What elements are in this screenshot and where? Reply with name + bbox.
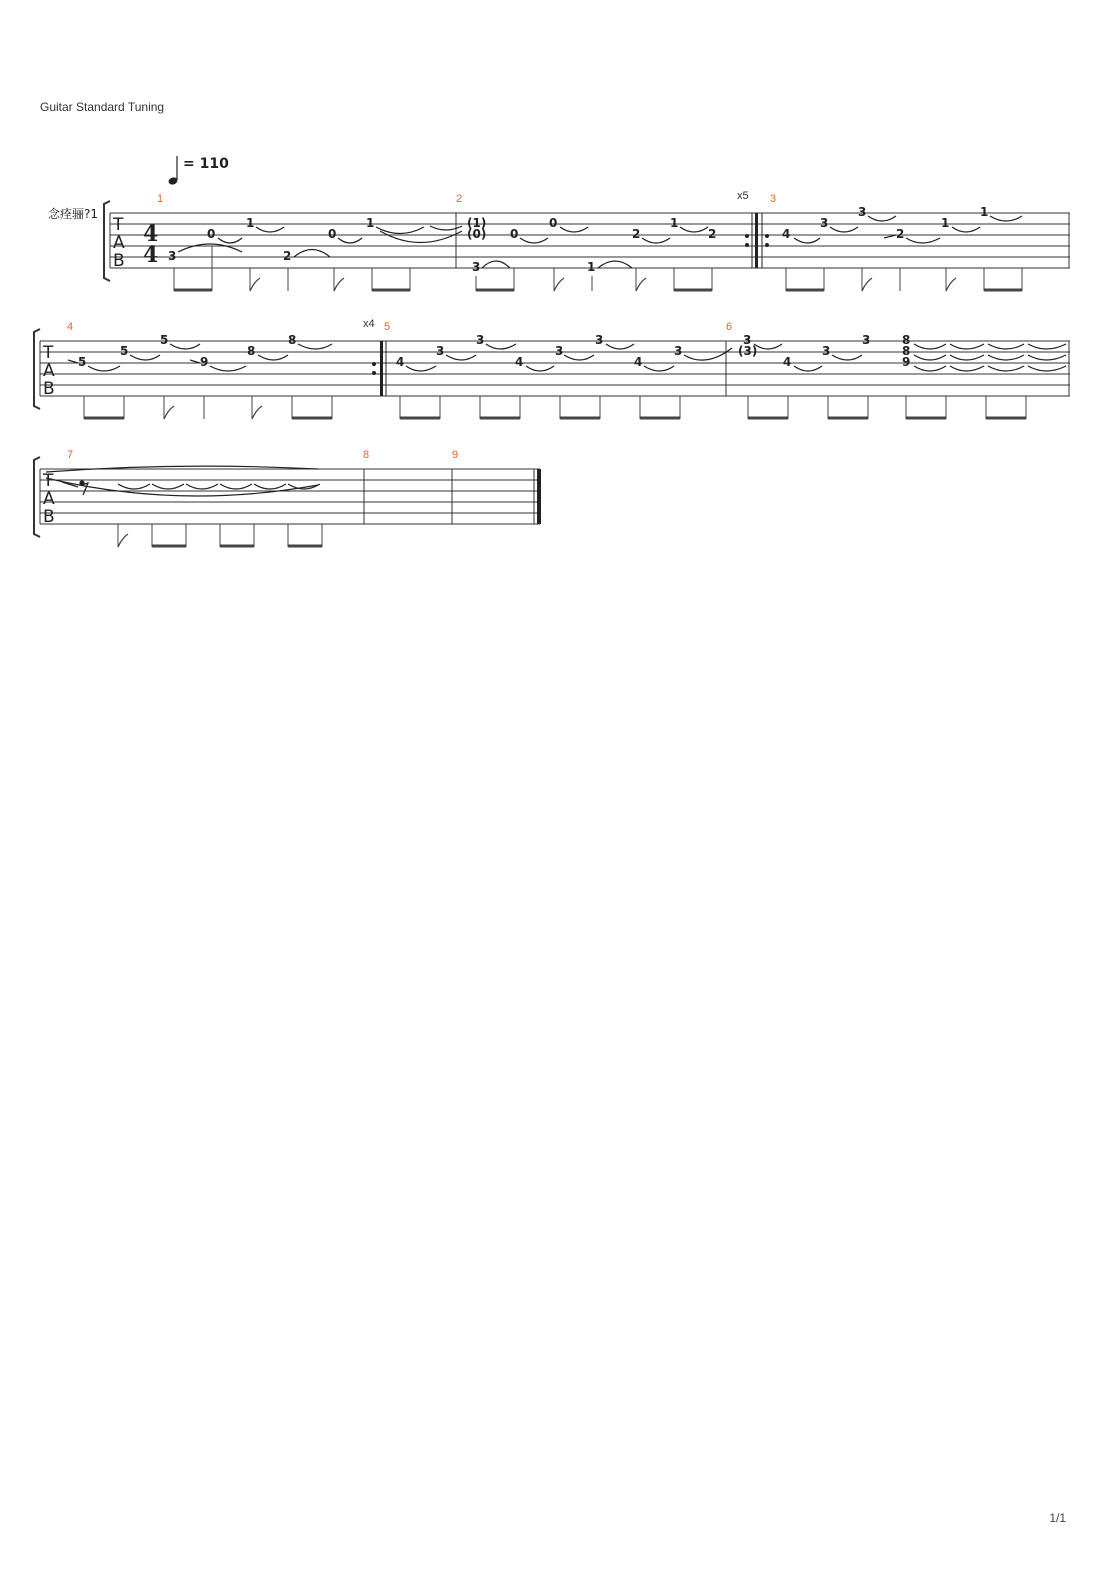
fret-number: 3 bbox=[674, 344, 683, 358]
bar-number: 8 bbox=[363, 449, 370, 461]
fret-number: 3 bbox=[595, 333, 604, 347]
track-name: 念痊骊?1 bbox=[48, 207, 99, 221]
fret-number: 2 bbox=[632, 227, 641, 241]
bar-number: 6 bbox=[726, 321, 733, 333]
fret-number: 3 bbox=[472, 260, 481, 274]
bar-number: 5 bbox=[384, 321, 391, 333]
bar-number: 2 bbox=[456, 193, 463, 205]
fret-number: 1 bbox=[941, 216, 950, 230]
repeat-count: x5 bbox=[737, 190, 749, 202]
fret-number: 3 bbox=[476, 333, 485, 347]
bar-number: 7 bbox=[67, 449, 74, 461]
fret-number: 9 bbox=[200, 355, 209, 369]
fret-number: 2 bbox=[896, 227, 905, 241]
repeat-end bbox=[373, 341, 387, 396]
tuning-label: Guitar Standard Tuning bbox=[40, 100, 165, 114]
repeat-end-start bbox=[746, 213, 769, 268]
tab-letter: B bbox=[43, 379, 55, 399]
bar-number: 9 bbox=[452, 449, 459, 461]
fret-number: (3) bbox=[738, 344, 758, 358]
tempo-marking: = 110 bbox=[183, 156, 229, 172]
tab-letter: A bbox=[43, 361, 55, 381]
system-bracket bbox=[34, 457, 40, 537]
bar-number: 3 bbox=[770, 193, 777, 205]
measure-5 bbox=[396, 333, 682, 369]
time-signature-bottom: 4 bbox=[143, 242, 159, 268]
page-number: 1/1 bbox=[1049, 1511, 1066, 1525]
fret-number: 3 bbox=[820, 216, 829, 230]
beams bbox=[84, 290, 1026, 546]
tab-letter: B bbox=[43, 507, 55, 527]
fret-number: 3 bbox=[743, 333, 752, 347]
fret-number: 3 bbox=[822, 344, 831, 358]
fret-number: 8 bbox=[288, 333, 297, 347]
bar-number: 4 bbox=[67, 321, 74, 333]
fret-number: 3 bbox=[858, 205, 867, 219]
fret-number: 3 bbox=[168, 249, 177, 263]
tab-letter: B bbox=[113, 251, 125, 271]
fret-number: 4 bbox=[783, 355, 792, 369]
fret-number: 1 bbox=[587, 260, 596, 274]
fret-number: (1) bbox=[467, 216, 487, 230]
bar-numbers bbox=[67, 193, 776, 461]
fret-number: 5 bbox=[78, 355, 87, 369]
fret-number: 4 bbox=[634, 355, 643, 369]
staff-system-3 bbox=[40, 469, 540, 524]
fret-number: 8 bbox=[247, 344, 256, 358]
repeat-count: x4 bbox=[363, 318, 375, 330]
tab-letter: T bbox=[43, 343, 54, 363]
fret-number: 0 bbox=[328, 227, 337, 241]
fret-number: 8 bbox=[902, 333, 911, 347]
measure-2 bbox=[467, 216, 716, 274]
final-barline bbox=[537, 469, 541, 524]
system-bracket bbox=[34, 329, 40, 409]
fret-number: 2 bbox=[283, 249, 292, 263]
time-signature-top: 4 bbox=[143, 221, 159, 247]
tab-letter: A bbox=[113, 233, 125, 253]
tab-letter: T bbox=[43, 471, 54, 491]
measure-1 bbox=[168, 216, 374, 263]
fret-number: 1 bbox=[670, 216, 679, 230]
fret-number: 1 bbox=[366, 216, 375, 230]
fret-number: 5 bbox=[120, 344, 129, 358]
fret-number: 5 bbox=[160, 333, 169, 347]
measure-4 bbox=[78, 333, 296, 369]
measure-3 bbox=[782, 205, 988, 241]
fret-number: 4 bbox=[782, 227, 791, 241]
fret-number: 3 bbox=[436, 344, 445, 358]
fret-number: 2 bbox=[708, 227, 717, 241]
fret-number: 3 bbox=[555, 344, 564, 358]
system-bracket bbox=[104, 201, 110, 281]
fret-number: 4 bbox=[396, 355, 405, 369]
tab-letter: A bbox=[43, 489, 55, 509]
fret-number: 0 bbox=[549, 216, 558, 230]
fret-number: 0 bbox=[510, 227, 519, 241]
bar-number: 1 bbox=[157, 193, 164, 205]
fret-number: 0 bbox=[207, 227, 216, 241]
tab-letter: T bbox=[113, 215, 124, 235]
fret-number: (0) bbox=[467, 227, 487, 241]
fret-number: 4 bbox=[515, 355, 524, 369]
fret-number: 8 bbox=[902, 344, 911, 358]
fret-number: 9 bbox=[902, 355, 911, 369]
fret-number: 1 bbox=[980, 205, 989, 219]
eighth-rest-icon bbox=[80, 481, 88, 495]
measure-6 bbox=[738, 333, 910, 369]
fret-number: 1 bbox=[246, 216, 255, 230]
fret-number: 3 bbox=[862, 333, 871, 347]
